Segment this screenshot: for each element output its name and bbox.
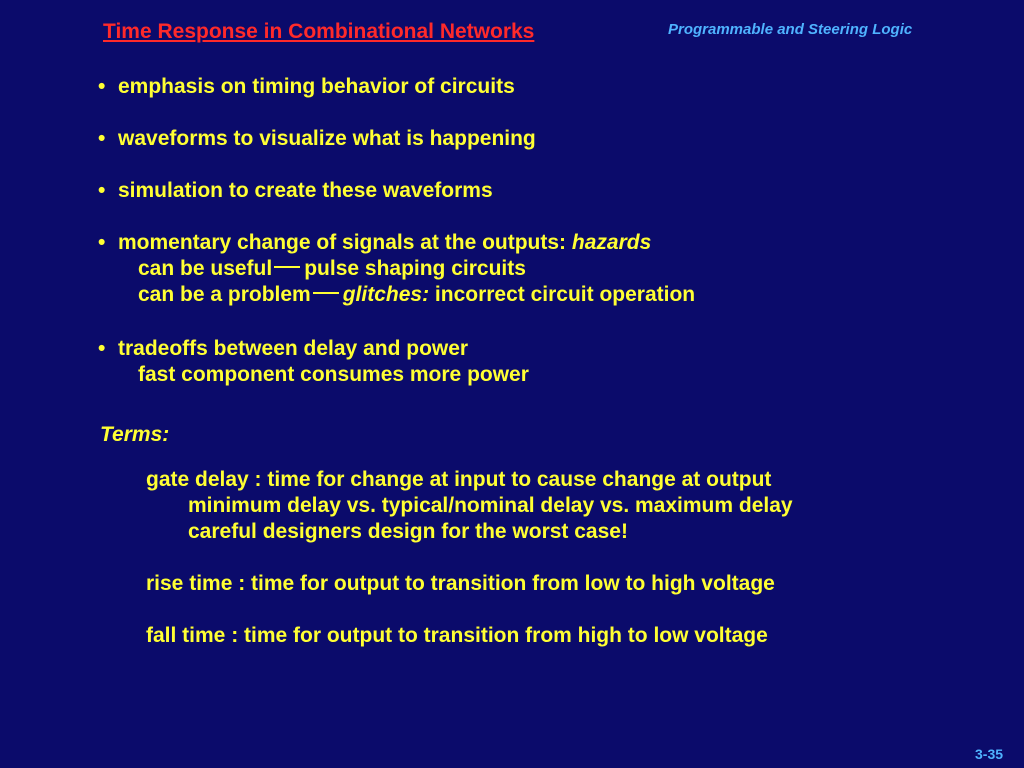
hazards-problem-line — [138, 282, 695, 308]
term-gate-delay: gate delay : time for change at input to cause change at output — [146, 468, 772, 491]
term-gate-delay-sub1: minimum delay vs. typical/nominal delay vs. maximum delay — [188, 494, 793, 517]
bullet-dot: • — [98, 231, 106, 254]
hazards-problem-label: can be a problem — [138, 283, 311, 306]
hazards-useful-line — [138, 256, 526, 282]
hazards-emphasis: hazards — [571, 231, 652, 254]
bullet-dot: • — [98, 75, 106, 98]
bullet-item-waveforms: waveforms to visualize what is happening — [118, 127, 536, 150]
bullet-dot: • — [98, 337, 106, 360]
bullet-item-tradeoffs: tradeoffs between delay and power — [118, 337, 469, 360]
hazards-useful-detail: pulse shaping circuits — [304, 257, 526, 280]
bullet-dot: • — [98, 127, 106, 150]
bullet-dot: • — [98, 179, 106, 202]
terms-label: Terms: — [100, 423, 170, 446]
glitches-emphasis: glitches: — [342, 283, 430, 306]
page-number: 3-35 — [975, 746, 1004, 762]
bullet-item-hazards — [118, 230, 651, 256]
em-dash — [274, 266, 300, 268]
slide-title: Time Response in Combinational Networks — [103, 20, 535, 43]
em-dash — [313, 292, 339, 294]
hazards-problem-detail: incorrect circuit operation — [429, 283, 696, 306]
bullet-item-timing: emphasis on timing behavior of circuits — [118, 75, 515, 98]
term-gate-delay-sub2: careful designers design for the worst case! — [188, 520, 628, 543]
bullet-item-simulation: simulation to create these waveforms — [118, 179, 493, 202]
term-rise-time: rise time : time for output to transition from low to high voltage — [146, 572, 775, 595]
hazards-useful-label: can be useful — [138, 257, 273, 280]
hazards-text: momentary change of signals at the outputs: — [118, 231, 572, 254]
term-fall-time: fall time : time for output to transition from high to low voltage — [146, 624, 768, 647]
course-header: Programmable and Steering Logic — [668, 21, 913, 38]
tradeoffs-sub: fast component consumes more power — [138, 363, 529, 386]
